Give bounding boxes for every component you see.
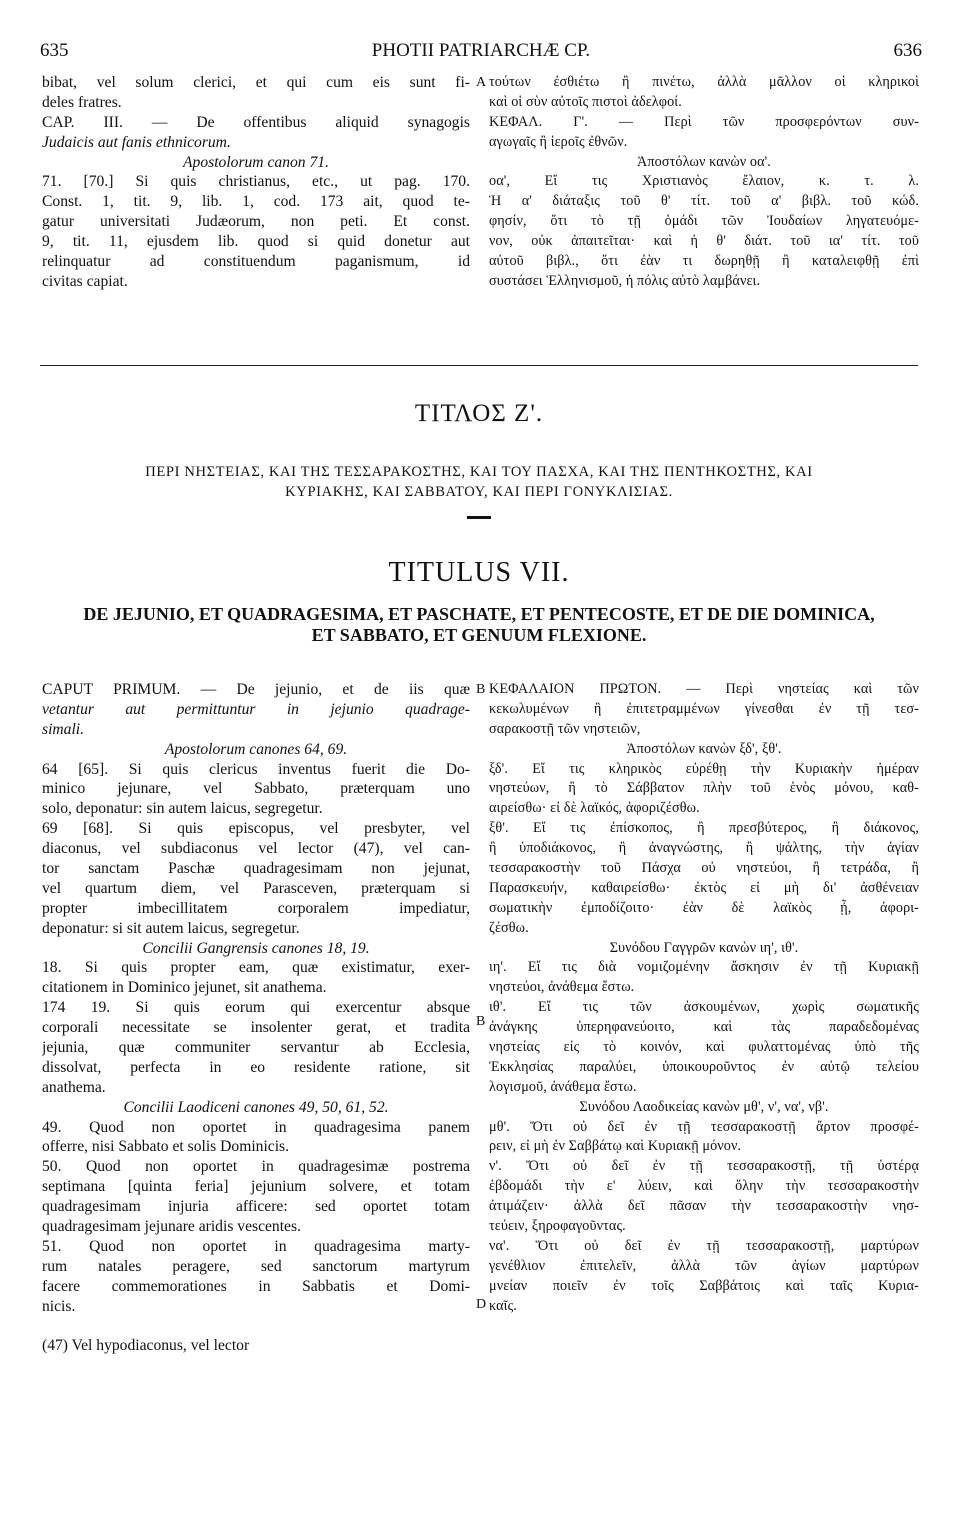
text-line: ξθ'. Εἴ τις ἐπίσκοπος, ἢ πρεσβύτερος, ἢ διάκονος, xyxy=(489,820,919,837)
text-line: Apostolorum canones 64, 69. xyxy=(164,740,348,758)
latin-subtitle-line: DE JEJUNIO, ET QUADRAGESIMA, ET PASCHATE, ET PENTECOSTE, ET DE DIE DOMINICA, xyxy=(83,604,875,624)
margin-letter-d: D xyxy=(476,1297,487,1312)
text-line: ξδ'. Εἴ τις κληρικὸς εὑρέθῃ τὴν Κυριακὴν ἡμέραν xyxy=(489,760,919,777)
text-line xyxy=(42,1317,470,1337)
text-line: Concilii Gangrensis canones 18, 19. xyxy=(142,939,370,957)
text-line: ιθ'. Εἴ τις τῶν ἀσκουμένων, χωρὶς σωματικῆς xyxy=(489,999,919,1016)
text-line: facere commemorationes in Sabbatis et Domi- xyxy=(42,1277,470,1295)
text-line: quadragesimam injuria afficere: sed oportet totam xyxy=(42,1198,470,1216)
text-line: deponatur: si sit autem laicus, segregetur. xyxy=(42,919,300,937)
greek-title: ΤΙΤΛΟΣ Ζ'. xyxy=(414,400,544,427)
text-line: μνείαν ποιεῖν ἐν τοῖς Σαββάτοις καὶ ταῖς Κυρια- xyxy=(489,1277,919,1294)
greek-subtitle-line: ΚΥΡΙΑΚΗΣ, ΚΑΙ ΣΑΒΒΑΤΟΥ, ΚΑΙ ΠΕΡΙ ΓΟΝΥΚΛΙΣΙΑΣ. xyxy=(285,484,673,500)
text-line: Ἀποστόλων κανὼν ξδ', ξθ'. xyxy=(626,740,782,757)
text-line: ζέσθω. xyxy=(489,919,529,936)
top-greek-column xyxy=(489,73,919,292)
text-line: οα', Εἴ τις Χριστιανὸς ἔλαιον, κ. τ. λ. xyxy=(489,173,919,190)
text-line: ιη'. Εἴ τις διὰ νομιζομένην ἄσκησιν ἐν τῇ Κυριακῇ xyxy=(489,959,919,976)
text-line: τεσσαρακοστὴν τοῦ Πάσχα οὐ νηστεύοι, ἢ τετράδα, ἢ xyxy=(489,860,919,877)
greek-subtitle-line: ΠΕΡΙ ΝΗΣΤΕΙΑΣ, ΚΑΙ ΤΗΣ ΤΕΣΣΑΡΑΚΟΣΤΗΣ, ΚΑΙ ΤΟΥ ΠΑΣΧΑ, ΚΑΙ ΤΗΣ ΠΕΝΤΗΚΟΣΤΗΣ, ΚΑΙ xyxy=(145,464,813,480)
text-line: minico jejunare, vel Sabbato, præterquam uno xyxy=(42,780,470,798)
text-line: ν'. Ὅτι οὐ δεῖ ἐν τῇ τεσσαρακοστῇ, τῇ ὑστέρᾳ xyxy=(489,1158,919,1175)
text-line: civitas capiat. xyxy=(42,272,128,290)
text-line: 174 19. Si quis eorum qui exercentur absque xyxy=(42,999,470,1017)
text-line: Ἐκκλησίας παραλύει, ὑποικουροῦντος ἐν αὐτῷ τελείου xyxy=(489,1058,919,1075)
text-line: 64 [65]. Si quis clericus inventus fuerit die Do- xyxy=(42,760,470,778)
text-line: 50. Quod non oportet in quadragesimæ postrema xyxy=(42,1158,470,1176)
text-line: σωματικὴν ἐμποδίζοιτο· ἐὰν δὲ λαϊκὸς ᾖ, ἀφορι- xyxy=(489,899,919,916)
text-line: diaconus, vel subdiaconus vel lector (47), vel can- xyxy=(42,840,470,858)
text-line: ἀτιμάζειν· ἀλλὰ δεῖ πᾶσαν τὴν τεσσαρακοστὴν νησ- xyxy=(489,1198,919,1215)
text-line: γενέθλιον ἐπιτελεῖν, ἀλλὰ τῶν ἁγίων μαρτύρων xyxy=(489,1257,919,1274)
text-line: (47) Vel hypodiaconus, vel lector xyxy=(42,1337,250,1355)
text-line: anathema. xyxy=(42,1078,106,1096)
text-line: Ἡ α' διάταξις τοῦ θ' τίτ. τοῦ α' βιβλ. τοῦ κώδ. xyxy=(489,193,919,210)
text-line: simali. xyxy=(42,720,85,738)
text-line: λογισμοῦ, ἀνάθεμα ἔστω. xyxy=(489,1078,637,1095)
text-line: citationem in Dominico jejunet, sit anathema. xyxy=(42,979,327,997)
margin-letter-a: A xyxy=(476,75,487,90)
main-latin-column xyxy=(42,680,470,1356)
text-line: 71. [70.] Si quis christianus, etc., ut pag. 170. xyxy=(42,173,470,191)
margin-letter-b: B xyxy=(476,682,486,697)
main-greek-column xyxy=(489,680,919,1317)
text-line: σαρακοστῇ τῶν νηστειῶν, xyxy=(489,720,641,737)
short-divider xyxy=(467,516,491,519)
text-line: vel quartum diem, vel Parasceven, præterquam si xyxy=(42,879,470,897)
running-header xyxy=(40,38,922,64)
latin-subtitle-line: ET SABBATO, ET GENUUM FLEXIONE. xyxy=(311,625,647,645)
text-line: κεκωλυμένων ἢ ἐπιτετραμμένων γίνεσθαι ἐν τῇ τεσ- xyxy=(489,700,919,717)
text-line: φησίν, ὅτι τὸ τῇ ὁμάδι τῶν Ἰουδαίων ληγατευόμε- xyxy=(489,213,919,230)
text-line: CAPUT PRIMUM. — De jejunio, et de iis quæ xyxy=(42,681,470,698)
text-line: Παρασκευήν, καθαιρείσθω· ἐκτὸς εἰ μὴ δι' ἀσθένειαν xyxy=(489,879,919,896)
text-line: 9, tit. 11, ejusdem lib. quod si quid donetur aut xyxy=(42,233,470,251)
text-line: ἀνάγκης ὑπερηφανεύοιτο, καὶ τὰς παραδεδομένας xyxy=(489,1019,919,1036)
text-line: quadragesimam jejunare aridis vescentes. xyxy=(42,1218,301,1236)
text-line: bibat, vel solum clerici, et qui cum eis sunt fi- xyxy=(42,74,470,91)
text-line: deles fratres. xyxy=(42,93,122,111)
text-line: 49. Quod non oportet in quadragesima panem xyxy=(42,1118,470,1136)
text-line: Const. 1, tit. 9, lib. 1, cod. 173 ait, quod te- xyxy=(42,193,470,211)
text-line: μθ'. Ὅτι οὐ δεῖ ἐν τῇ τεσσαρακοστῇ ἄρτον προσφέ- xyxy=(489,1118,919,1135)
text-line: relinquatur ad constituendum paganismum, id xyxy=(42,253,470,271)
text-line: καῖς. xyxy=(489,1297,517,1314)
text-line: gatur universitati Judæorum, non peti. Et const. xyxy=(42,213,470,231)
text-line: ρειν, εἰ μὴ ἐν Σαββάτῳ καὶ Κυριακῇ μόνον. xyxy=(489,1138,742,1155)
text-line: τούτων ἐσθιέτω ἢ πινέτω, ἀλλὰ μᾶλλον οἱ κληρικοὶ xyxy=(489,74,919,90)
text-line: septimana [quinta feria] jejunium solvere, et totam xyxy=(42,1178,470,1196)
text-line: Συνόδου Γαγγρῶν κανὼν ιη', ιθ'. xyxy=(609,939,799,956)
text-line: να'. Ὅτι οὐ δεῖ ἐν τῇ τεσσαρακοστῇ, μαρτύρων xyxy=(489,1237,919,1254)
text-line: CAP. III. — De offentibus aliquid synagogis xyxy=(42,113,470,131)
text-line: Apostolorum canon 71. xyxy=(183,153,329,171)
text-line: ΚΕΦΑΛ. Γ'. — Περὶ τῶν προσφερόντων συν- xyxy=(489,113,919,130)
text-line: συστάσει Ἑλληνισμοῦ, ἡ πόλις αὐτὸ λαμβάνει. xyxy=(489,272,761,289)
text-line: 51. Quod non oportet in quadragesima marty- xyxy=(42,1237,470,1255)
text-line: jejunia, quæ communiter servantur ab Ecclesia, xyxy=(42,1039,470,1057)
text-line: Ἀποστόλων κανὼν οα'. xyxy=(637,153,771,170)
text-line: αὐτοῦ βιβλ., ὅτι ἐὰν τι δωρηθῇ ἢ καταλειφθῇ ἐπὶ xyxy=(489,253,919,270)
text-line: solo, deponatur: sin autem laicus, segregetur. xyxy=(42,800,323,818)
text-line: tor sanctam Paschæ quadragesimam non jejunat, xyxy=(42,860,470,878)
separator-rule xyxy=(40,365,918,366)
text-line: Judaicis aut fanis ethnicorum. xyxy=(42,133,231,151)
text-line: καὶ οἱ σὺν αὐτοῖς πιστοὶ ἀδελφοί. xyxy=(489,93,682,110)
text-line: propter imbecillitatem corporalem impediatur, xyxy=(42,899,470,917)
text-line: αγωγαῖς ἢ ἱεροῖς ἐθνῶν. xyxy=(489,133,628,150)
text-line: νηστείας εἰς τὸ κοινόν, καὶ φυλαττομένας ὑπὸ τῆς xyxy=(489,1039,919,1056)
text-line: νηστεύων, ἢ τὸ Σάββατον πλὴν τοῦ ἑνὸς μόνου, καθ- xyxy=(489,780,919,797)
text-line: ἢ ὑποδιάκονος, ἢ ἀναγνώστης, ἢ ψάλτης, τὴν ἁγίαν xyxy=(489,840,919,857)
running-title: PHOTII PATRIARCHÆ CP. xyxy=(371,40,591,61)
text-line: dissolvat, perfecta in eo residente ratione, sit xyxy=(42,1058,470,1076)
text-line: Concilii Laodiceni canones 49, 50, 61, 52. xyxy=(123,1098,389,1116)
right-page-number: 636 xyxy=(893,40,922,61)
text-line: νον, οὐκ ἀπαιτεῖται· καὶ ἡ θ' διάτ. τοῦ ια' τίτ. τοῦ xyxy=(489,233,919,250)
margin-letter-b-second: B xyxy=(476,1014,486,1029)
latin-title: TITULUS VII. xyxy=(388,557,570,588)
text-line: ΚΕΦΑΛΑΙΟΝ ΠΡΩΤΟΝ. — Περὶ νηστείας καὶ τῶν xyxy=(489,681,919,697)
top-latin-column xyxy=(42,73,470,292)
latin-subtitle xyxy=(36,604,922,646)
text-line: Συνόδου Λαοδικείας κανὼν μθ', ν', να', νβ'. xyxy=(579,1098,829,1115)
greek-subtitle xyxy=(40,462,918,502)
text-line: vetantur aut permittuntur in jejunio quadrage- xyxy=(42,700,470,718)
text-line: nicis. xyxy=(42,1297,76,1315)
text-line: τεύειν, ξηροφαγοῦντας. xyxy=(489,1218,626,1235)
text-line: ἑβδομάδι τὴν ε' λύειν, καὶ ὅλην τὴν τεσσαρακοστὴν xyxy=(489,1178,919,1195)
text-line: νηστεύοι, ἀνάθεμα ἔστω. xyxy=(489,979,635,996)
left-page-number: 635 xyxy=(40,40,69,61)
text-line: corporali necessitate se insolenter gerat, et tradita xyxy=(42,1019,470,1037)
text-line: αιρείσθω· εἰ δὲ λαϊκός, ἀφοριζέσθω. xyxy=(489,800,700,817)
text-line: 69 [68]. Si quis episcopus, vel presbyter, vel xyxy=(42,820,470,838)
text-line: offerre, nisi Sabbato et solis Dominicis. xyxy=(42,1138,290,1156)
text-line: 18. Si quis propter eam, quæ existimatur, exer- xyxy=(42,959,470,977)
text-line: rum natales peragere, sed sanctorum martyrum xyxy=(42,1257,470,1275)
